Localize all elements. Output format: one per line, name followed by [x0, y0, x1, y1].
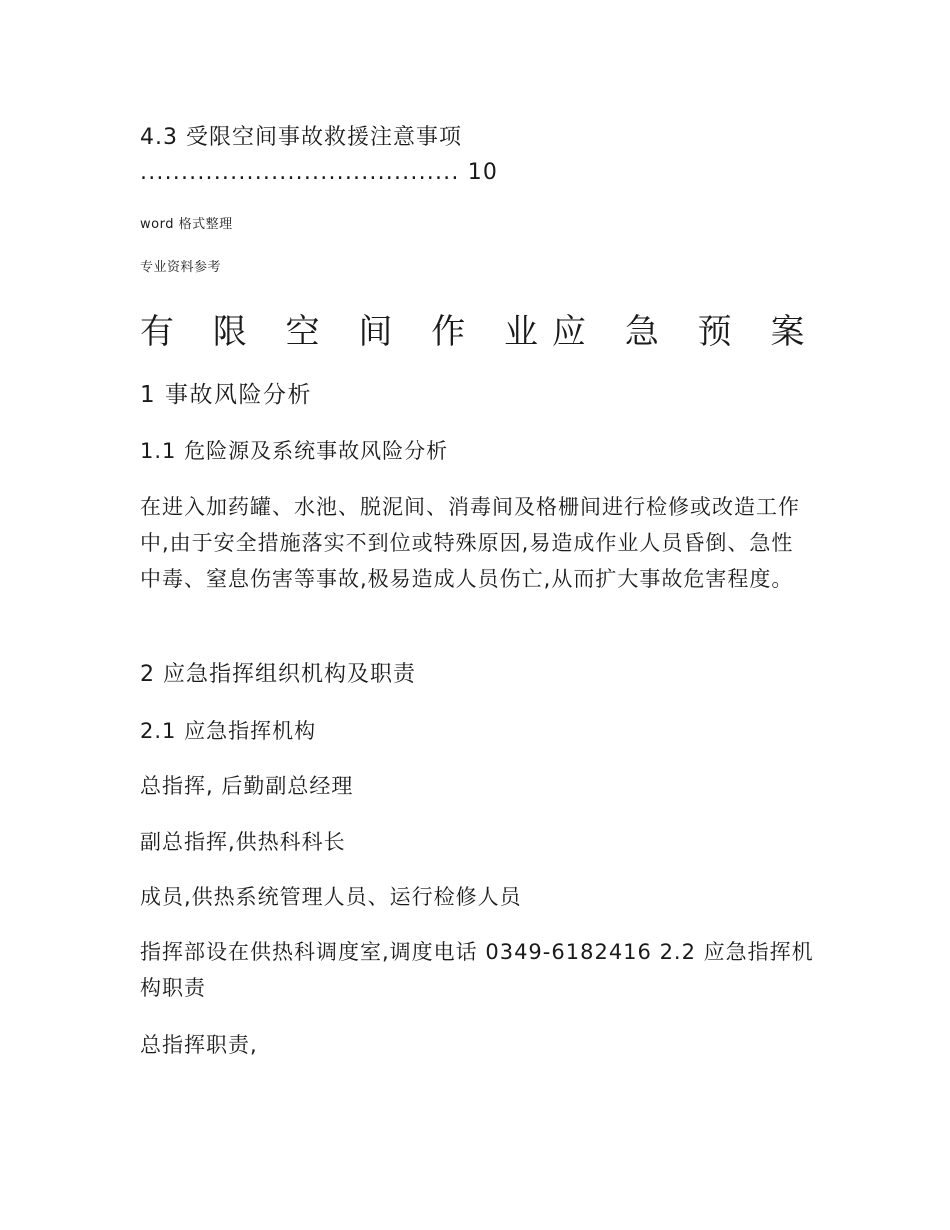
section-2-1-heading: 2.1 应急指挥机构: [140, 719, 317, 743]
toc-entry-leader: ....................................... 10: [140, 160, 499, 185]
members-line: 成员,供热系统管理人员、运行检修人员: [140, 885, 522, 909]
section-1-1-heading: 1.1 危险源及系统事故风险分析: [140, 439, 449, 463]
section-1-heading: 1 事故风险分析: [140, 382, 312, 408]
commander-duties-label: 总指挥职责,: [140, 1033, 258, 1057]
format-note: word 格式整理: [140, 217, 233, 232]
deputy-commander-line: 副总指挥,供热科科长: [140, 830, 346, 854]
section-2-heading: 2 应急指挥组织机构及职责: [140, 662, 416, 687]
risk-analysis-paragraph: 在进入加药罐、水池、脱泥间、消毒间及格栅间进行检修或改造工作中,由于安全措施落实不到位或特殊原因,易造成作业人员昏倒、急性中毒、窒息伤害等事故,极易造成人员伤亡,从而扩大事故危害程度。: [140, 495, 800, 591]
headquarters-paragraph: 指挥部设在供热科调度室,调度电话 0349-6182416 2.2 应急指挥机构职责: [140, 940, 814, 1000]
document-title: 有 限 空 间 作 业应 急 预 案: [140, 312, 819, 352]
toc-entry-title: 4.3 受限空间事故救援注意事项: [140, 125, 462, 150]
commander-line: 总指挥, 后勤副总经理: [140, 774, 354, 798]
reference-note: 专业资料参考: [140, 260, 222, 275]
